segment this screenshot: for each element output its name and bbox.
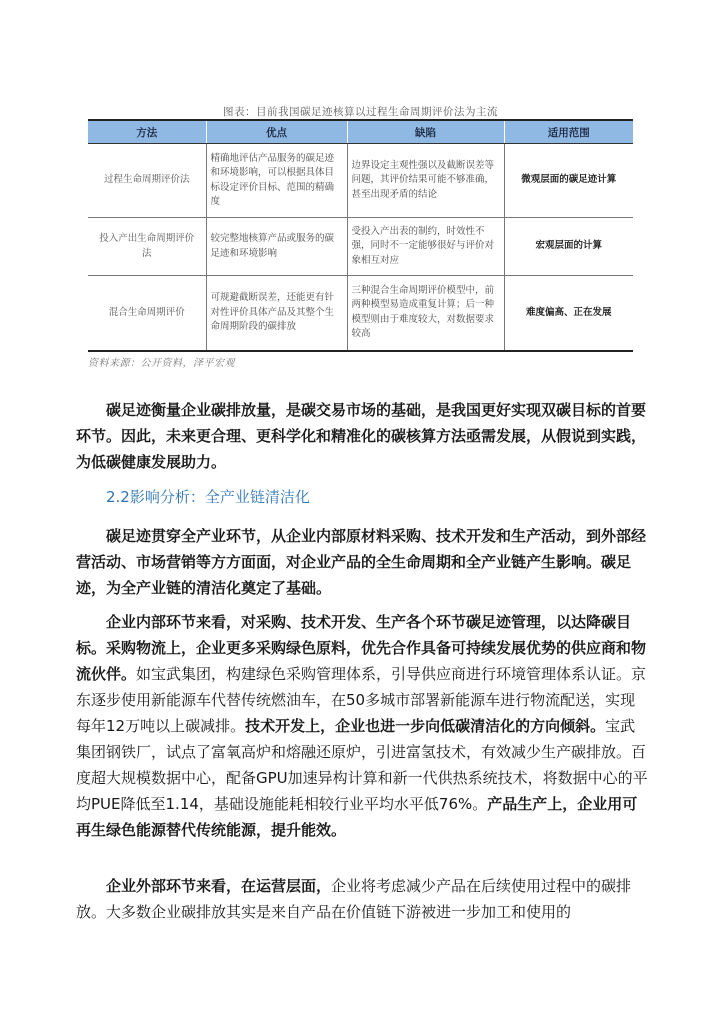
paragraph-2-text: 碳足迹贯穿全产业环节，从企业内部原材料采购、技术开发和生产活动，到外部经营活动、市场营销等方方面面，对企业产品的全生命周期和全产业链产生影响。碳足迹，为全产业链的清洁化奠定了基础。 (76, 527, 647, 597)
cell-advantage: 较完整地核算产品或服务的碳足迹和环境影响 (206, 218, 347, 276)
cell-scope: 难度偏高、正在发展 (525, 306, 612, 318)
paragraph-4 (76, 873, 648, 925)
paragraph-3-bold-2: 技术开发上，企业也进一步向低碳清洁化的方向倾斜。 (245, 717, 606, 735)
paragraph-4-bold-1: 企业外部环节来看，在运营层面， (106, 877, 332, 895)
figure-source: 资料来源：公开资料，泽平宏观 (88, 358, 235, 369)
header-method: 方法 (88, 121, 206, 144)
paragraph-1-text: 碳足迹衡量企业碳排放量，是碳交易市场的基础，是我国更好实现双碳目标的首要环节。因此，未来更合理、更科学化和精准化的碳核算方法亟需发展，从假说到实践，为低碳健康发展助力。 (76, 401, 647, 471)
paragraph-4-text-1: 企业将考虑减少产品在后续使用过程中的碳排放。大多数企业碳排放其实是来自产品在价值链下游被进一步加工和使用的 (76, 877, 632, 921)
paragraph-3-text-2: 宝武集团钢铁厂，试点了富氧高炉和熔融还原炉，引进富氢技术，有效减少生产碳排放。百度超大规模数据中心，配备GPU加速异构计算和新一代供热系统技术，将数据中心的平均PUE降低至1.14，基础设施能耗相较行业平均水平低76%。 (76, 717, 648, 813)
cell-disadvantage: 受投入产出表的制约，时效性不强，同时不一定能够很好与评价对象相互对应 (347, 218, 504, 276)
cell-scope: 宏观层面的计算 (504, 218, 633, 276)
cell-disadvantage: 三种混合生命周期评价模型中，前两种模型易造成重复计算；后一种模型则由于难度较大，对数据要求较高 (347, 276, 504, 350)
paragraph-2 (76, 523, 648, 601)
paragraph-3-bold-3: 产品生产上，企业用可再生绿色能源替代传统能源，提升能效。 (76, 795, 638, 839)
cell-method: 投入产出生命周期评价法 (88, 218, 206, 276)
cell-method: 混合生命周期评价 (88, 276, 206, 350)
header-disadvantage: 缺陷 (347, 121, 504, 144)
cell-advantage: 可规避截断误差，还能更有针对性评价具体产品及其整个生命周期阶段的碳排放 (206, 276, 347, 350)
cell-advantage: 精确地评估产品服务的碳足迹和环境影响，可以根据具体目标设定评价目标、范围的精确度 (206, 144, 347, 218)
paragraph-1 (76, 397, 648, 475)
section-heading: 2.2影响分析：全产业链清洁化 (106, 488, 310, 506)
figure-title: 图表：目前我国碳足迹核算以过程生命周期评价法为主流 (223, 106, 498, 118)
table-header-row (88, 121, 633, 144)
cell-scope: 微观层面的碳足迹计算 (504, 144, 633, 218)
table-row (88, 144, 633, 218)
comparison-table (88, 119, 633, 352)
header-advantage: 优点 (206, 121, 347, 144)
cell-method: 过程生命周期评价法 (88, 144, 206, 218)
table-row (88, 218, 633, 276)
paragraph-3-text-1: 如宝武集团，构建绿色采购管理体系，引导供应商进行环境管理体系认证。京东逐步使用新能源车代替传统燃油车，在50多城市部署新能源车进行物流配送，实现每年12万吨以上碳减排。 (76, 665, 647, 735)
table-row (88, 276, 633, 350)
cell-disadvantage: 边界设定主观性强以及截断误差等问题，其评价结果可能不够准确，甚至出现矛盾的结论 (347, 144, 504, 218)
paragraph-3-bold-1: 企业内部环节来看，对采购、技术开发、生产各个环节碳足迹管理，以达降碳目标。采购物流上，企业更多采购绿色原料，优先合作具备可持续发展优势的供应商和物流伙伴。 (76, 613, 647, 683)
paragraph-3 (76, 609, 648, 843)
header-scope: 适用范围 (504, 121, 633, 144)
